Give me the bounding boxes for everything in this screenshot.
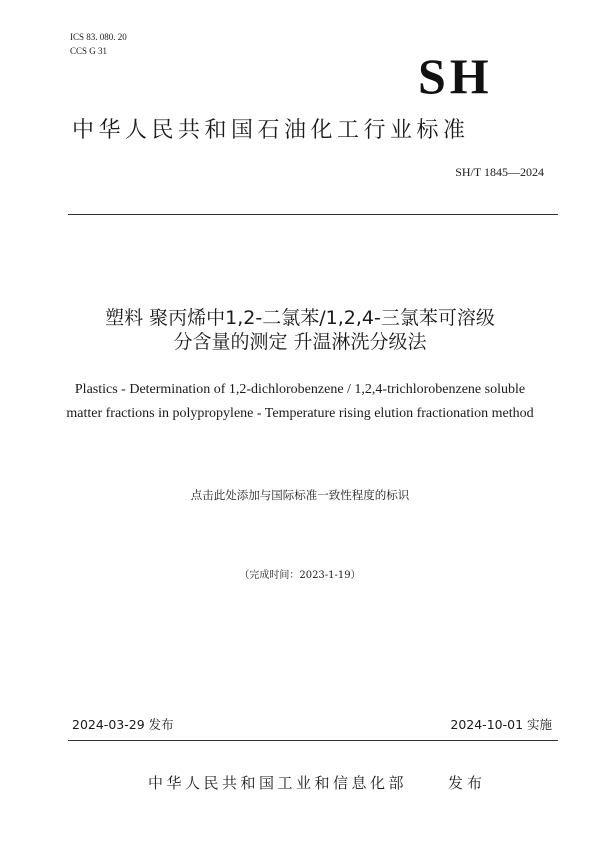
implementation-date: 2024-10-01 实施 xyxy=(450,717,552,732)
conformity-placeholder[interactable]: 点击此处添加与国际标准一致性程度的标识 xyxy=(190,488,410,502)
publish-label: 发布 xyxy=(448,774,487,792)
sh-logo: SH xyxy=(418,48,493,104)
completion-time: （完成时间：2023-1-19） xyxy=(239,570,361,581)
header-divider xyxy=(68,214,558,215)
issue-date: 2024-03-29 发布 xyxy=(72,717,174,732)
standard-category-title: 中华人民共和国石油化工行业标准 xyxy=(72,118,470,143)
title-chinese-line-1: 塑料 聚丙烯中1,2-二氯苯/1,2,4-三氯苯可溶级 xyxy=(105,307,495,329)
title-english-line-2: matter fractions in polypropylene - Temperature rising elution fractionation method xyxy=(66,406,534,421)
title-english-line-1: Plastics - Determination of 1,2-dichlorobenzene / 1,2,4-trichlorobenzene soluble xyxy=(74,382,526,397)
ics-code: ICS 83. 080. 20 xyxy=(70,32,127,42)
standard-number: SH/T 1845—2024 xyxy=(455,165,544,179)
classification-codes xyxy=(70,30,127,58)
title-chinese xyxy=(0,306,600,354)
title-chinese-line-2: 分含量的测定 升温淋洗分级法 xyxy=(173,331,427,353)
publisher-name: 中华人民共和国工业和信息化部 xyxy=(148,774,408,792)
title-english xyxy=(0,378,600,426)
footer-divider xyxy=(68,740,558,741)
ccs-code: CCS G 31 xyxy=(70,46,108,56)
